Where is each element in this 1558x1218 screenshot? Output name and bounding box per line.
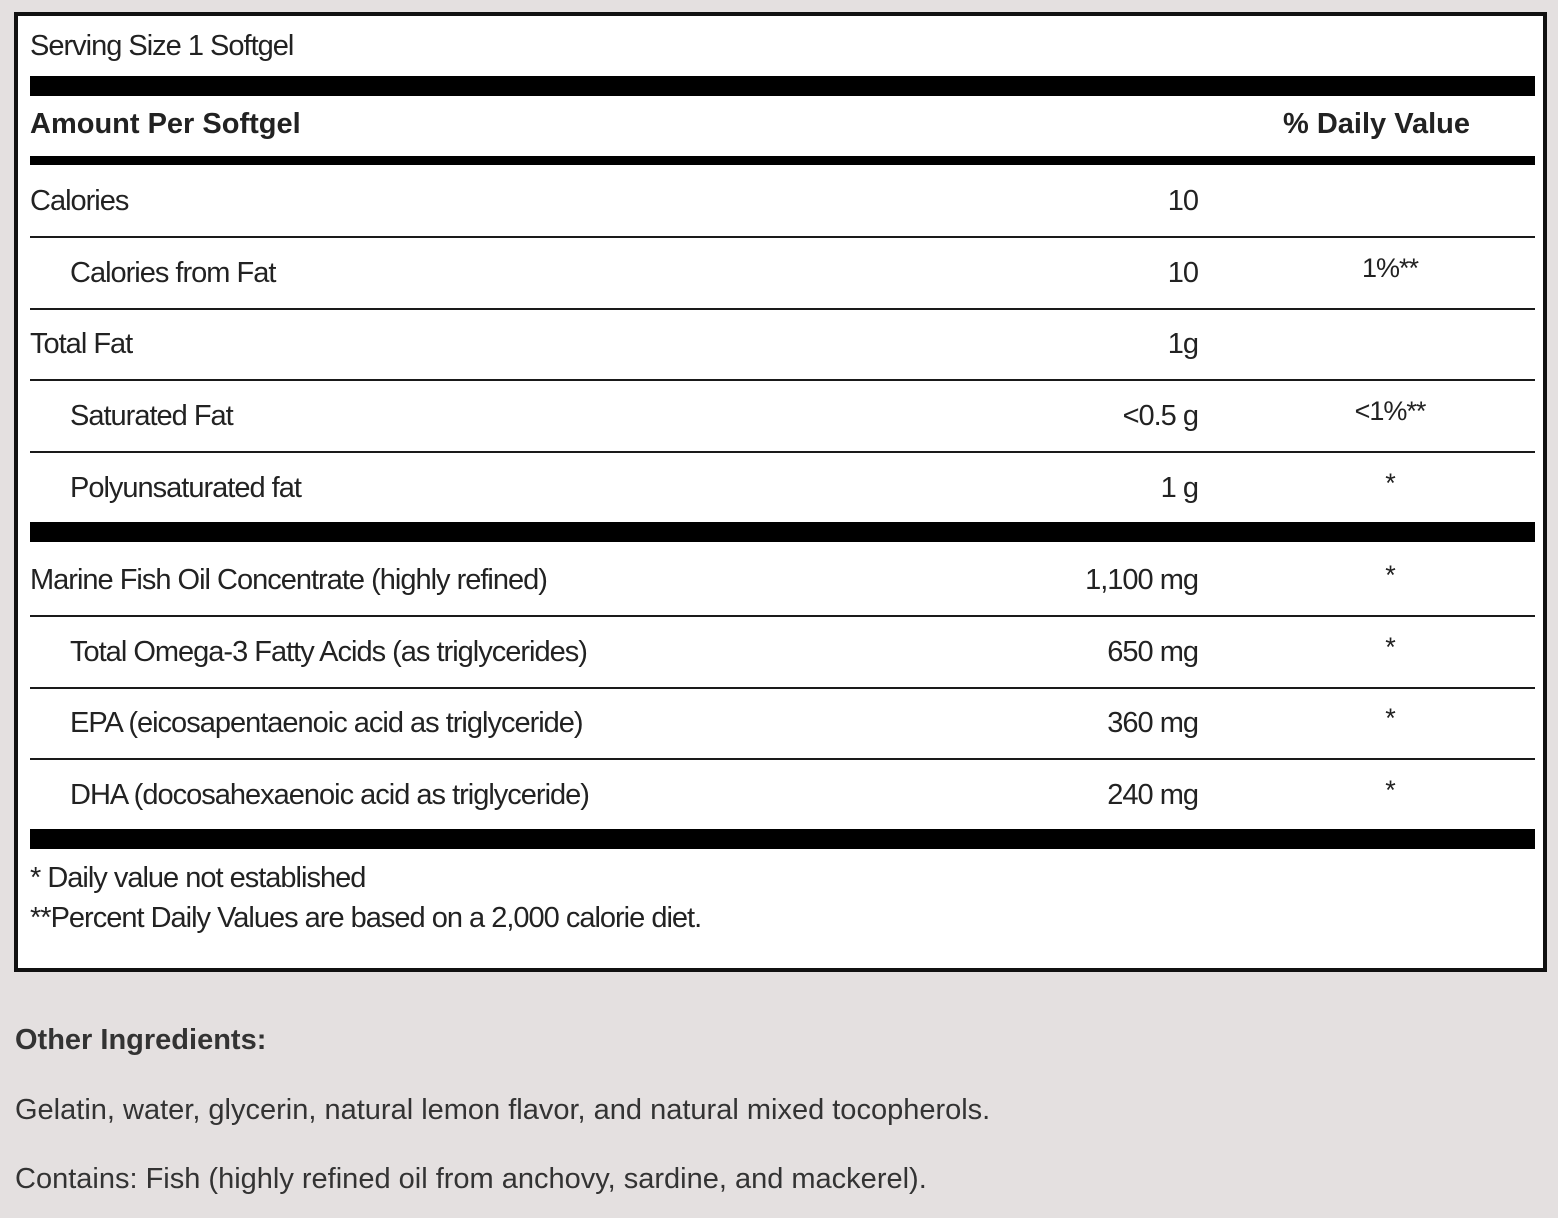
amount-per-header: Amount Per Softgel	[30, 108, 301, 140]
nutrient-daily-value: *	[1385, 632, 1395, 662]
nutrient-row-calories	[30, 165, 1535, 238]
nutrient-name: Polyunsaturated fat	[70, 472, 301, 504]
nutrient-name: DHA (docosahexaenoic acid as triglyceride)	[70, 779, 589, 811]
nutrient-row-marine-fish-oil	[30, 544, 1535, 617]
thick-divider	[30, 522, 1535, 542]
supplement-facts-panel	[14, 12, 1547, 972]
thick-divider	[30, 76, 1535, 96]
daily-value-header: % Daily Value	[1283, 108, 1470, 140]
nutrient-amount: <0.5 g	[1122, 400, 1198, 432]
other-ingredients-title: Other Ingredients:	[15, 1024, 267, 1056]
nutrient-row-total-fat	[30, 308, 1535, 381]
footnote-percent-daily: **Percent Daily Values are based on a 2,000 calorie diet.	[30, 902, 702, 934]
nutrient-amount: 650 mg	[1107, 636, 1198, 668]
nutrient-daily-value: *	[1385, 560, 1395, 590]
nutrient-amount: 240 mg	[1107, 779, 1198, 811]
nutrient-daily-value: *	[1385, 775, 1395, 805]
nutrient-amount: 1,100 mg	[1085, 564, 1198, 596]
nutrient-amount: 1g	[1167, 328, 1198, 360]
other-ingredients-list: Gelatin, water, glycerin, natural lemon flavor, and natural mixed tocopherols.	[15, 1094, 991, 1126]
nutrient-row-polyunsaturated-fat	[30, 452, 1535, 523]
nutrient-name: Marine Fish Oil Concentrate (highly refined)	[30, 564, 547, 596]
medium-divider	[30, 156, 1535, 165]
nutrient-daily-value: *	[1385, 468, 1395, 498]
nutrient-name: Total Fat	[30, 328, 133, 360]
serving-size: Serving Size 1 Softgel	[30, 30, 294, 62]
footnote-daily-value: * Daily value not established	[30, 862, 366, 894]
nutrient-daily-value: <1%**	[1354, 396, 1426, 426]
nutrient-name: Saturated Fat	[70, 400, 233, 432]
nutrient-row-saturated-fat	[30, 380, 1535, 453]
nutrient-row-calories-from-fat	[30, 237, 1535, 310]
nutrient-name: Total Omega-3 Fatty Acids (as triglycerides)	[70, 636, 587, 668]
nutrient-amount: 360 mg	[1107, 707, 1198, 739]
nutrient-row-epa	[30, 687, 1535, 760]
nutrient-row-omega-3	[30, 616, 1535, 689]
nutrient-daily-value: *	[1385, 703, 1395, 733]
nutrient-amount: 1 g	[1160, 472, 1198, 504]
nutrient-name: Calories	[30, 185, 129, 217]
nutrient-daily-value: 1%**	[1361, 253, 1419, 283]
nutrient-name: EPA (eicosapentaenoic acid as triglyceride)	[70, 707, 583, 739]
nutrient-name: Calories from Fat	[70, 257, 276, 289]
nutrient-row-dha	[30, 759, 1535, 830]
allergen-contains: Contains: Fish (highly refined oil from anchovy, sardine, and mackerel).	[15, 1163, 927, 1195]
nutrient-amount: 10	[1167, 185, 1198, 217]
nutrient-amount: 10	[1167, 257, 1198, 289]
thick-divider	[30, 829, 1535, 849]
